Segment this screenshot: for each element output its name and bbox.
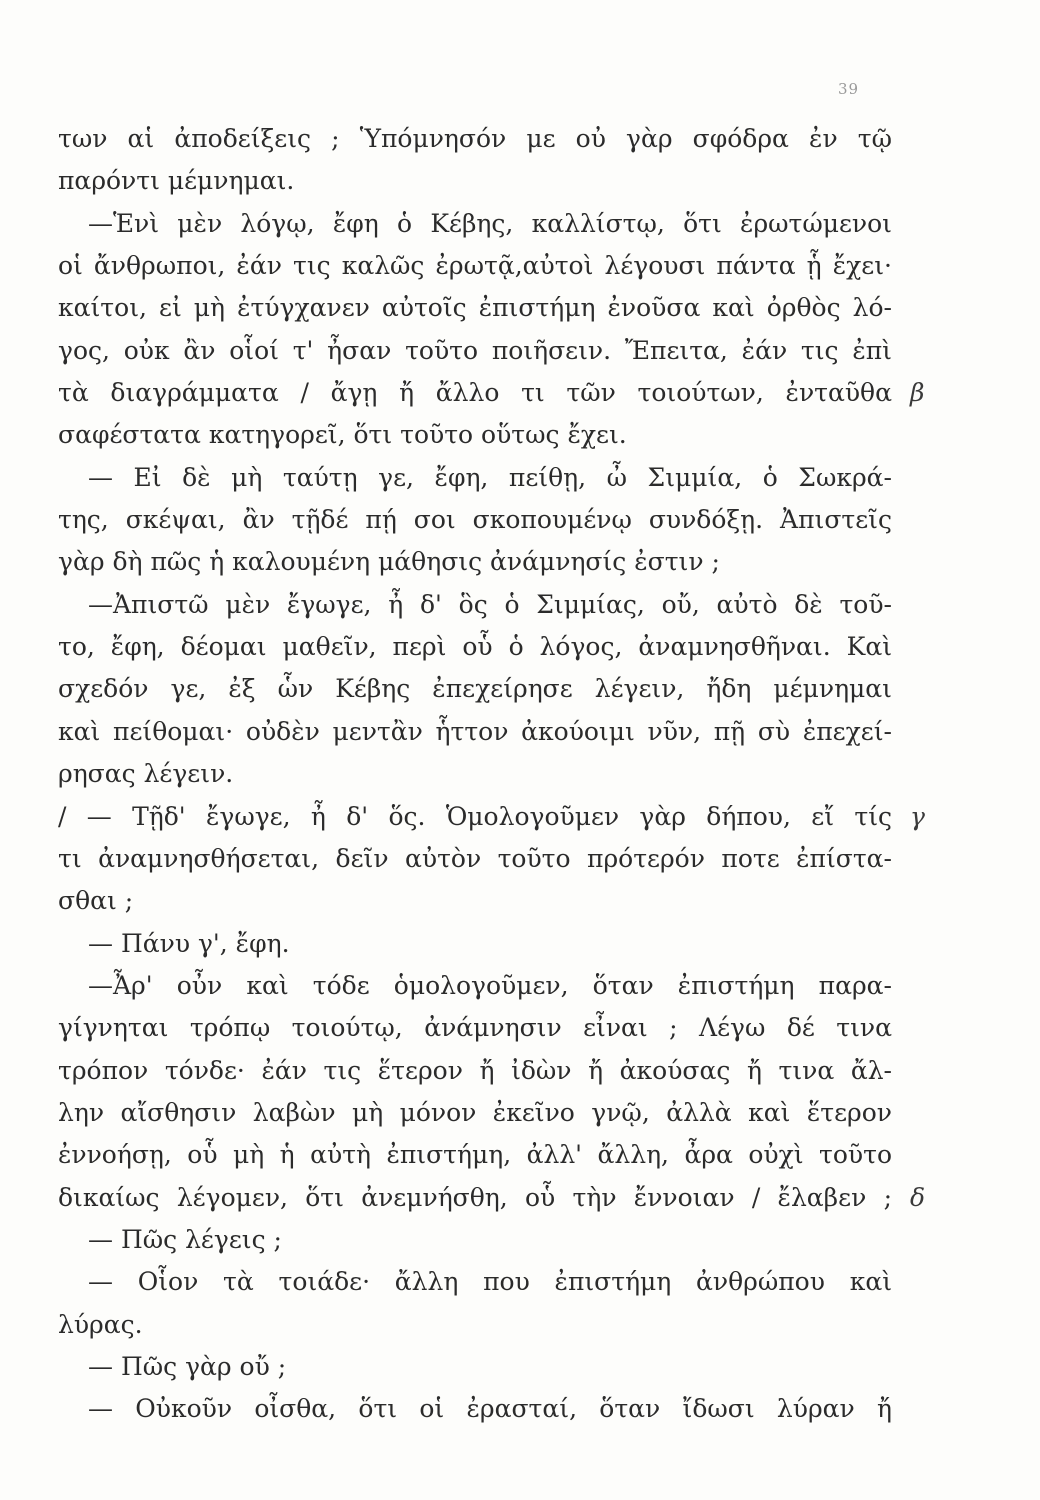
text-line: —Ἑνὶ μὲν λόγῳ, ἔφη ὁ Κέβης, καλλίστῳ, ὅτι ἐρωτώμενοι	[88, 208, 892, 238]
text-line: — Εἰ δὲ μὴ ταύτῃ γε, ἔφη, πείθῃ, ὦ Σιμμία, ὁ Σωκρά-	[88, 462, 892, 492]
text-line: τι ἀναμνησθήσεται, δεῖν αὐτὸν τοῦτο πρότερόν ποτε ἐπίστα-	[58, 843, 892, 873]
text-line: — Πάνυ γ', ἔφη.	[88, 928, 290, 958]
text-line: — Οὐκοῦν οἶσθα, ὅτι οἱ ἐρασταί, ὅταν ἴδωσι λύραν ἤ	[88, 1394, 892, 1424]
text-line: το, ἔφη, δέομαι μαθεῖν, περὶ οὗ ὁ λόγος, ἀναμνησθῆναι. Καὶ	[58, 632, 892, 662]
text-line: — Πῶς λέγεις ;	[88, 1224, 282, 1254]
text-line: τὰ διαγράμματα / ἄγῃ ἤ ἄλλο τι τῶν τοιούτων, ἐνταῦθα	[58, 378, 892, 408]
main-text	[58, 118, 892, 1431]
text-line: των αἱ ἀποδείξεις ; Ὑπόμνησόν με οὐ γὰρ σφόδρα ἐν τῷ	[58, 124, 892, 153]
text-line: παρόντι μέμνημαι.	[58, 166, 295, 196]
margin-section-marker: γ	[910, 801, 925, 831]
margin-section-marker: β	[910, 378, 925, 408]
text-line: γὰρ δὴ πῶς ἡ καλουμένη μάθησις ἀνάμνησίς ἐστιν ;	[58, 547, 720, 577]
text-line: —Ἀπιστῶ μὲν ἔγωγε, ἦ δ' ὃς ὁ Σιμμίας, οὔ, αὐτὸ δὲ τοῦ-	[88, 589, 892, 619]
text-line: ρησας λέγειν.	[58, 759, 234, 789]
text-line: γος, οὐκ ἂν οἷοί τ' ἦσαν τοῦτο ποιῆσειν. Ἔπειτα, ἐάν τις ἐπὶ	[58, 335, 892, 365]
text-line: οἱ ἄνθρωποι, ἐάν τις καλῶς ἐρωτᾷ,αὐτοὶ λέγουσι πάντα ᾗ ἔχει·	[58, 251, 892, 281]
text-line: — Οἷον τὰ τοιάδε· ἄλλη που ἐπιστήμη ἀνθρώπου καὶ	[88, 1267, 892, 1297]
text-line: της, σκέψαι, ἂν τῇδέ πῄ σοι σκοπουμένῳ συνδόξῃ. Ἀπιστεῖς	[58, 505, 892, 535]
text-line: —Ἆρ' οὖν καὶ τόδε ὁμολογοῦμεν, ὅταν ἐπιστήμη παρα-	[88, 970, 892, 1000]
text-line: / — Τῇδ' ἔγωγε, ἦ δ' ὅς. Ὁμολογοῦμεν γὰρ δήπου, εἴ τίς	[58, 801, 892, 831]
margin-section-marker: δ	[910, 1182, 926, 1212]
text-line: καὶ πείθομαι· οὐδὲν μεντἂν ἧττον ἀκούοιμι νῦν, πῇ σὺ ἐπεχεί-	[58, 716, 892, 746]
text-line: ἐννοήσῃ, οὗ μὴ ἡ αὐτὴ ἐπιστήμη, ἀλλ' ἄλλη, ἆρα οὐχὶ τοῦτο	[58, 1140, 892, 1170]
page-number: 39	[838, 80, 860, 98]
text-line: τρόπον τόνδε· ἐάν τις ἕτερον ἤ ἰδὼν ἤ ἀκούσας ἤ τινα ἄλ-	[58, 1055, 892, 1085]
text-line: δικαίως λέγομεν, ὅτι ἀνεμνήσθη, οὗ τὴν ἔννοιαν / ἔλαβεν ;	[58, 1182, 892, 1212]
text-line: καίτοι, εἰ μὴ ἐτύγχανεν αὐτοῖς ἐπιστήμη ἐνοῦσα καὶ ὀρθὸς λό-	[58, 293, 892, 323]
text-line: λην αἴσθησιν λαβὼν μὴ μόνον ἐκεῖνο γνῷ, ἀλλὰ καὶ ἕτερον	[58, 1097, 892, 1127]
text-line: λύρας.	[58, 1309, 143, 1339]
text-line: σθαι ;	[58, 886, 134, 916]
text-line: σχεδόν γε, ἐξ ὧν Κέβης ἐπεχείρησε λέγειν, ἤδη μέμνημαι	[58, 674, 892, 704]
text-line: σαφέστατα κατηγορεῖ, ὅτι τοῦτο οὕτως ἔχει.	[58, 420, 627, 450]
text-line: γίγνηται τρόπῳ τοιούτῳ, ἀνάμνησιν εἶναι ; Λέγω δέ τινα	[58, 1013, 892, 1043]
text-line: — Πῶς γὰρ οὔ ;	[88, 1351, 287, 1381]
